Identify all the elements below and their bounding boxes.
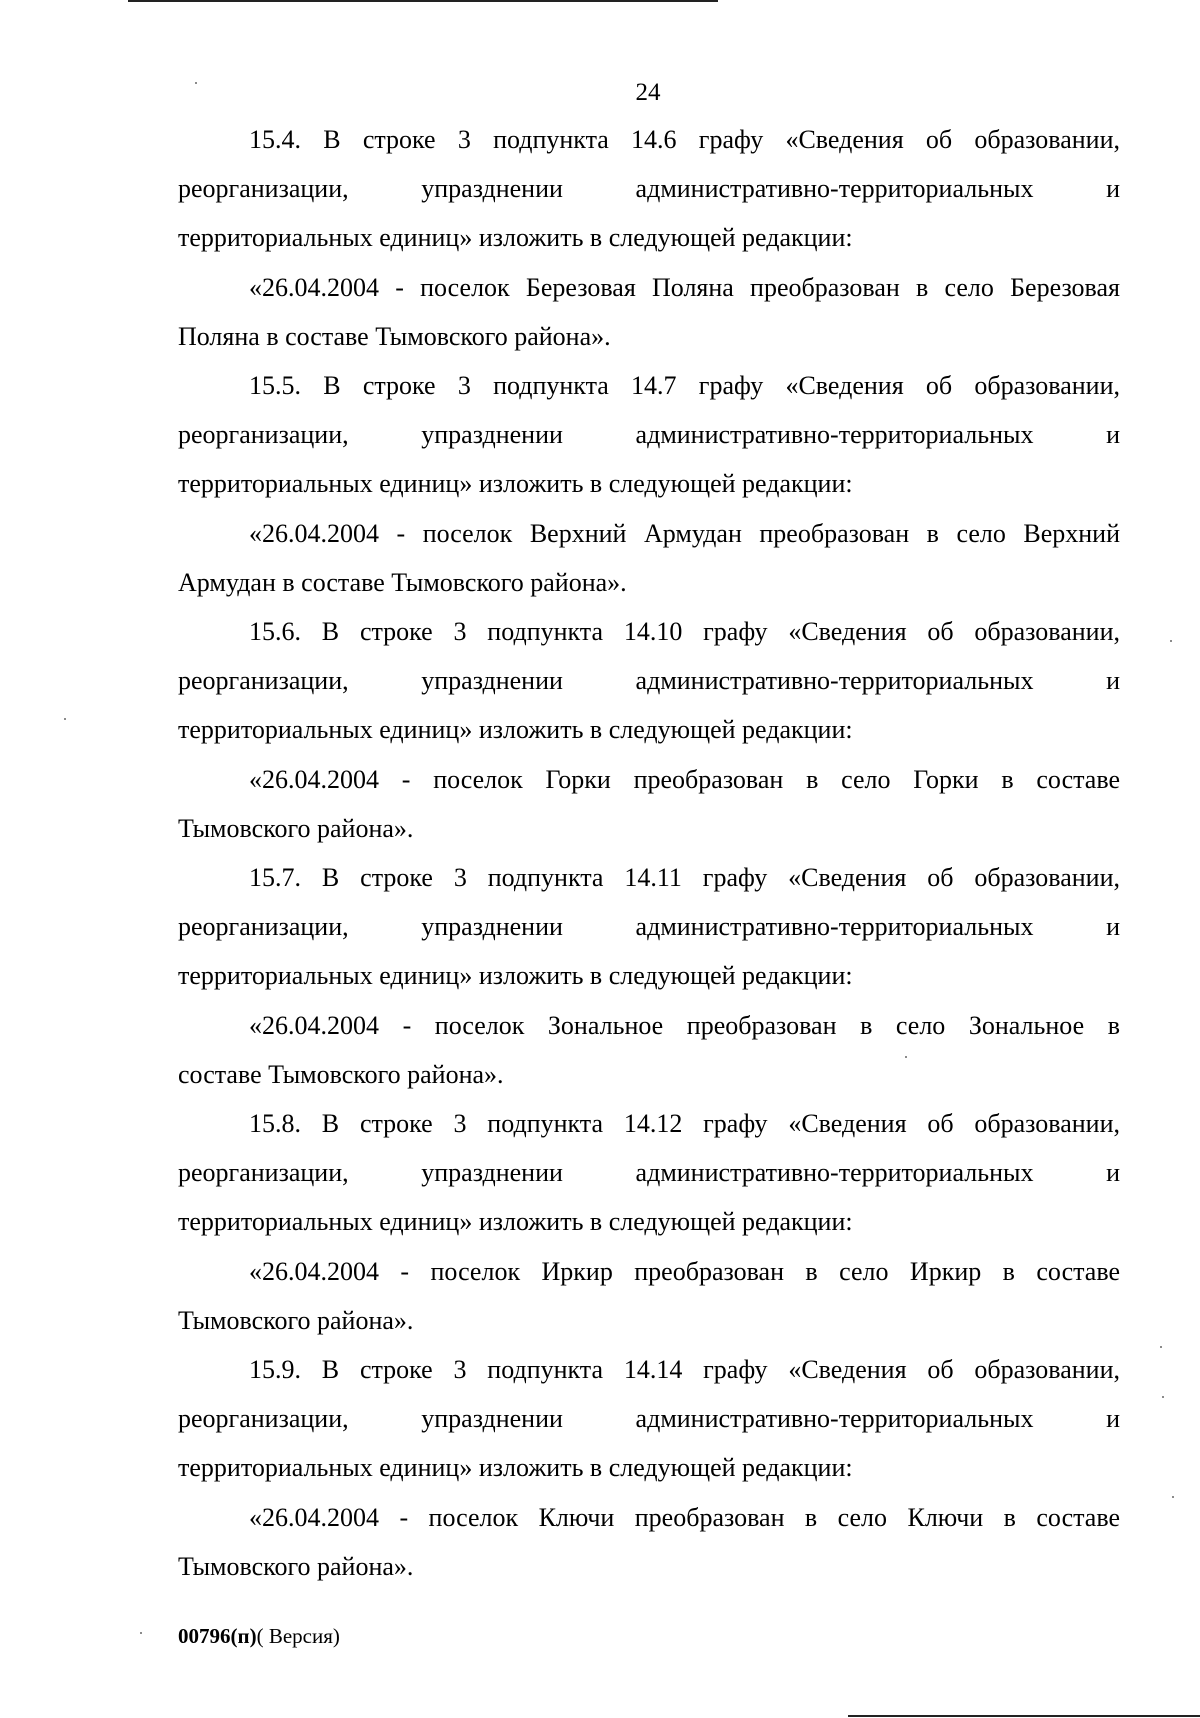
item-line: реорганизации, упразднении административно-территориальных и — [178, 174, 1120, 204]
document-code: 00796(п) — [178, 1624, 257, 1648]
item-line: территориальных единиц» изложить в следующей редакции: — [178, 961, 853, 991]
item-line: реорганизации, упразднении административно-территориальных и — [178, 1404, 1120, 1434]
scan-speck — [1160, 1346, 1162, 1348]
item-line: 15.5. В строке 3 подпункта 14.7 графу «Сведения об образовании, — [249, 371, 1120, 401]
amendment-item — [178, 607, 1120, 755]
amendment-quote — [178, 755, 1120, 853]
scan-speck — [905, 1056, 907, 1058]
amendment-quote — [178, 509, 1120, 607]
scan-speck — [140, 1632, 142, 1634]
item-line: 15.7. В строке 3 подпункта 14.11 графу «Сведения об образовании, — [249, 863, 1120, 893]
page-number: 24 — [635, 79, 661, 106]
quote-line: «26.04.2004 - поселок Иркир преобразован в село Иркир в составе — [249, 1256, 1120, 1286]
quote-line: «26.04.2004 - поселок Зональное преобразован в село Зональное в — [249, 1010, 1120, 1040]
amendment-quote — [178, 1001, 1120, 1099]
item-line: реорганизации, упразднении административно-территориальных и — [178, 666, 1120, 696]
item-line: территориальных единиц» изложить в следующей редакции: — [178, 469, 853, 499]
item-line: территориальных единиц» изложить в следующей редакции: — [178, 1453, 853, 1483]
item-line: территориальных единиц» изложить в следующей редакции: — [178, 1207, 853, 1237]
document-version: ( Версия) — [256, 1624, 340, 1648]
scan-edge-top — [128, 0, 718, 2]
item-line: реорганизации, упразднении административно-территориальных и — [178, 1158, 1120, 1188]
amendment-quote — [178, 1247, 1120, 1345]
scan-speck — [64, 718, 66, 720]
item-line: 15.6. В строке 3 подпункта 14.10 графу «Сведения об образовании, — [249, 617, 1120, 647]
quote-line: Армудан в составе Тымовского района». — [178, 567, 627, 597]
document-footer — [178, 1623, 340, 1649]
scan-speck — [1162, 1396, 1164, 1398]
amendment-item — [178, 1345, 1120, 1493]
amendment-item — [178, 1099, 1120, 1247]
scan-speck — [1172, 1496, 1174, 1498]
item-line: реорганизации, упразднении административно-территориальных и — [178, 420, 1120, 450]
quote-line: Тымовского района». — [178, 1551, 414, 1581]
item-line: 15.4. В строке 3 подпункта 14.6 графу «Сведения об образовании, — [249, 125, 1120, 154]
amendment-item — [178, 115, 1120, 263]
scan-speck — [1170, 640, 1172, 642]
amendment-quote — [178, 263, 1120, 361]
quote-line: Тымовского района». — [178, 813, 414, 843]
quote-line: «26.04.2004 - поселок Березовая Поляна преобразован в село Березовая — [249, 272, 1120, 302]
item-line: 15.9. В строке 3 подпункта 14.14 графу «Сведения об образовании, — [249, 1355, 1120, 1385]
quote-line: составе Тымовского района». — [178, 1059, 504, 1089]
quote-line: «26.04.2004 - поселок Верхний Армудан преобразован в село Верхний — [249, 518, 1120, 548]
quote-line: «26.04.2004 - поселок Горки преобразован в село Горки в составе — [249, 764, 1120, 794]
quote-line: «26.04.2004 - поселок Ключи преобразован в село Ключи в составе — [249, 1502, 1120, 1532]
amendment-quote — [178, 1493, 1120, 1591]
document-body — [178, 115, 1120, 1591]
quote-line: Тымовского района». — [178, 1305, 414, 1335]
scan-edge-bottom — [848, 1715, 1200, 1717]
item-line: территориальных единиц» изложить в следующей редакции: — [178, 223, 853, 253]
amendment-item — [178, 853, 1120, 1001]
amendment-item — [178, 361, 1120, 509]
item-line: территориальных единиц» изложить в следующей редакции: — [178, 715, 853, 745]
item-line: реорганизации, упразднении административно-территориальных и — [178, 912, 1120, 942]
quote-line: Поляна в составе Тымовского района». — [178, 321, 611, 351]
scan-speck — [195, 82, 197, 84]
item-line: 15.8. В строке 3 подпункта 14.12 графу «Сведения об образовании, — [249, 1109, 1120, 1139]
